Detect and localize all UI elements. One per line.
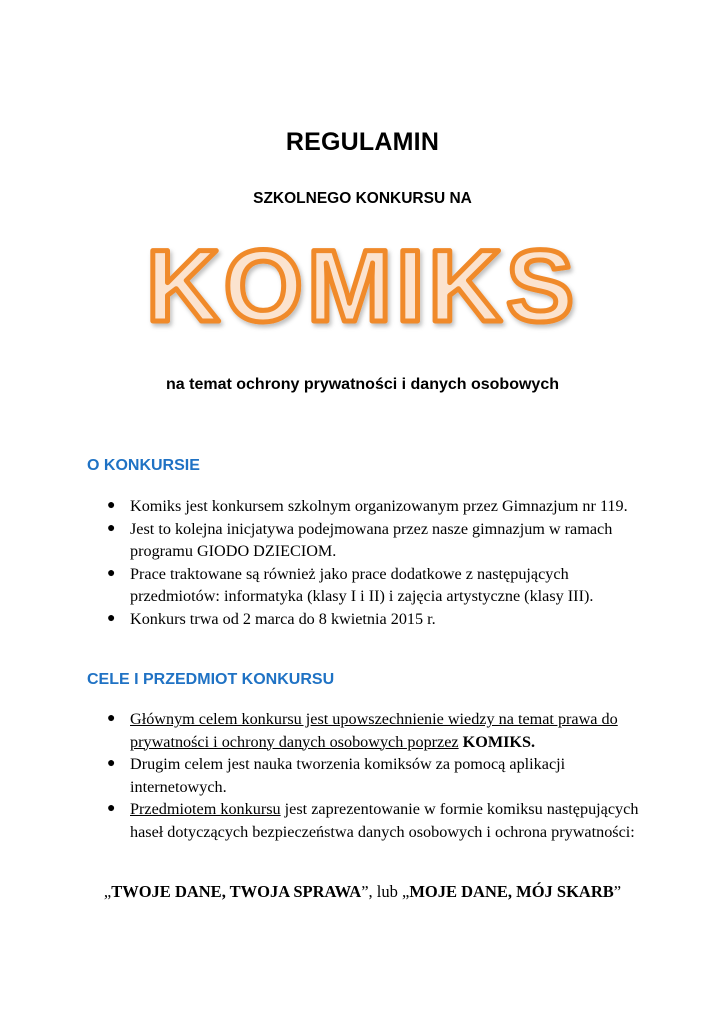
bullet-icon: ● xyxy=(107,520,116,536)
bullet-icon: ● xyxy=(107,711,116,726)
slogan-2: MOJE DANE, MÓJ SKARB xyxy=(409,882,614,901)
bullet-icon: ● xyxy=(107,756,116,772)
list-item: ● Głównym celem konkursu jest upowszechnienie wiedzy na temat prawa do prywatności i ochrony danych osobowych poprzez KOMIKS. xyxy=(107,710,618,751)
list-item: ● Przedmiotem konkursu jest zaprezentowanie w formie komiksu następujących haseł dotyczących bezpieczeństwa danych osobowych i ochrona prywatności: xyxy=(107,800,639,841)
list-item: ● Drugim celem jest nauka tworzenia komiksów za pomocą aplikacji internetowych. xyxy=(107,755,566,796)
list-item: ● Konkurs trwa od 2 marca do 8 kwietnia 2015 r. xyxy=(107,608,647,631)
slogan-1: TWOJE DANE, TWOJA SPRAWA xyxy=(111,882,362,901)
document-title: REGULAMIN xyxy=(285,128,440,156)
list-item: ● Prace traktowane są również jako prace dodatkowe z następujących przedmiotów: informatyka (klasy I i II) i zajęcia artystyczne (klasy III). xyxy=(107,564,594,606)
bullet-icon: ● xyxy=(107,610,116,626)
bullet-icon: ● xyxy=(107,498,116,513)
bullet-icon: ● xyxy=(107,565,116,581)
list-item: ● Jest to kolejna inicjatywa podejmowana przez nasze gimnazjum w ramach programu GIODO DZIECIOM. xyxy=(107,519,613,561)
logo-text: KOMIKS xyxy=(146,229,578,343)
komiks-logo xyxy=(146,225,578,343)
section-heading-goals: CELE I PRZEDMIOT KONKURSU xyxy=(87,671,335,688)
goals-list xyxy=(107,708,647,844)
section-heading-about: O KONKURSIE xyxy=(87,457,200,474)
bullet-icon: ● xyxy=(107,801,116,817)
about-list xyxy=(107,495,647,631)
competition-topic: na temat ochrony prywatności i danych osobowych xyxy=(166,376,559,393)
list-item: ● Komiks jest konkursem szkolnym organizowanym przez Gimnazjum nr 119. xyxy=(107,495,647,518)
slogans-line: „TWOJE DANE, TWOJA SPRAWA”, lub „MOJE DANE, MÓJ SKARB” xyxy=(103,882,622,901)
document-subtitle: SZKOLNEGO KONKURSU NA xyxy=(253,190,472,207)
